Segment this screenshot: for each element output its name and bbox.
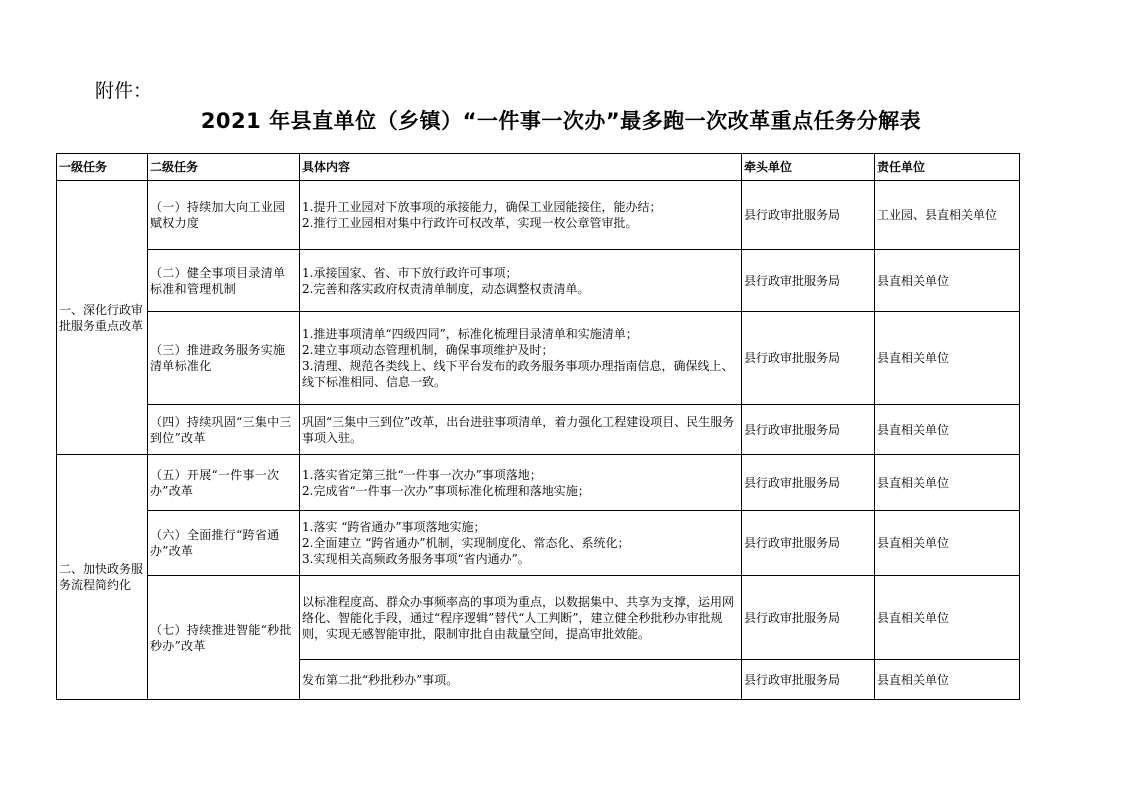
- content-line: 2.完善和落实政府权责清单制度，动态调整权责清单。: [302, 281, 590, 296]
- resp-unit-cell: 县直相关单位: [875, 455, 1020, 511]
- attachment-label: 附件：: [95, 80, 153, 102]
- lead-unit-cell: 县行政审批服务局: [742, 660, 875, 700]
- table-row: [57, 312, 1020, 405]
- column-header-lead-unit: 牵头单位: [742, 154, 875, 181]
- lead-unit-cell: 县行政审批服务局: [742, 511, 875, 576]
- level2-task-cell: （一）持续加大向工业园赋权力度: [148, 181, 300, 250]
- table-row: [57, 455, 1020, 511]
- resp-unit-cell: 县直相关单位: [875, 405, 1020, 455]
- table-header-row: [57, 154, 1020, 181]
- level2-task-cell: （六）全面推行“跨省通办”改革: [148, 511, 300, 576]
- content-line: 1.提升工业园对下放事项的承接能力，确保工业园能接住，能办结；: [302, 200, 662, 214]
- content-line: 2.全面建立 “跨省通办”机制，实现制度化、常态化、系统化；: [302, 536, 630, 550]
- table-row: [57, 181, 1020, 250]
- content-cell: [300, 660, 742, 700]
- content-line: 3.实现相关高频政务服务事项“省内通办”。: [302, 552, 530, 566]
- content-line: 1.推进事项清单“四级四同”，标准化梳理目录清单和实施清单；: [302, 327, 638, 341]
- lead-unit-cell: 县行政审批服务局: [742, 181, 875, 250]
- content-line: 2.推行工业园相对集中行政许可权改革，实现一枚公章管审批。: [302, 216, 638, 230]
- content-line: 巩固“三集中三到位”改革，出台进驻事项清单，着力强化工程建设项目、民生服务事项入驻。: [302, 414, 735, 445]
- resp-unit-cell: 工业园、县直相关单位: [875, 181, 1020, 250]
- content-cell: [300, 181, 742, 250]
- content-line: 3.清理、规范各类线上、线下平台发布的政务服务事项办理指南信息，确保线上、线下标准相同、信息一致。: [302, 359, 734, 389]
- column-header-level1: 一级任务: [57, 154, 148, 181]
- level2-task-cell: （二）健全事项目录清单标准和管理机制: [148, 250, 300, 312]
- content-line: 2.完成省“一件事一次办”事项标准化梳理和落地实施；: [302, 483, 590, 498]
- resp-unit-cell: 县直相关单位: [875, 660, 1020, 700]
- content-line: 1.承接国家、省、市下放行政许可事项；: [302, 265, 518, 280]
- content-cell: [300, 312, 742, 405]
- content-line: 以标准程度高、群众办事频率高的事项为重点，以数据集中、共享为支撑，运用网络化、智能化手段，通过“程序逻辑”替代“人工判断”，建立健全秒批秒办审批规则，实现无感智能审批，限制审批自由裁量空间，提高审批效能。: [302, 594, 735, 641]
- content-cell: [300, 511, 742, 576]
- column-header-resp-unit: 责任单位: [875, 154, 1020, 181]
- content-cell: [300, 455, 742, 511]
- resp-unit-cell: 县直相关单位: [875, 312, 1020, 405]
- table-row: [57, 511, 1020, 576]
- column-header-content: 具体内容: [300, 154, 742, 181]
- content-cell: [300, 250, 742, 312]
- content-line: 发布第二批“秒批秒办”事项。: [302, 672, 459, 687]
- table-row: [57, 405, 1020, 455]
- lead-unit-cell: 县行政审批服务局: [742, 250, 875, 312]
- lead-unit-cell: 县行政审批服务局: [742, 455, 875, 511]
- lead-unit-cell: 县行政审批服务局: [742, 576, 875, 660]
- content-line: 2.建立事项动态管理机制，确保事项维护及时；: [302, 343, 554, 357]
- level2-task-cell: （七）持续推进智能“秒批秒办”改革: [148, 576, 300, 700]
- document-title: 2021 年县直单位（乡镇）“一件事一次办”最多跑一次改革重点任务分解表: [200, 109, 922, 133]
- content-cell: [300, 405, 742, 455]
- level2-task-cell: （四）持续巩固“三集中三到位”改革: [148, 405, 300, 455]
- content-line: 1.落实 “跨省通办”事项落地实施；: [302, 520, 486, 534]
- column-header-level2: 二级任务: [148, 154, 300, 181]
- table-row: [57, 576, 1020, 660]
- resp-unit-cell: 县直相关单位: [875, 576, 1020, 660]
- content-cell: [300, 576, 742, 660]
- level1-task-cell: 一、深化行政审批服务重点改革: [57, 181, 148, 455]
- table-row: [57, 250, 1020, 312]
- level2-task-cell: （五）开展“一件事一次办”改革: [148, 455, 300, 511]
- resp-unit-cell: 县直相关单位: [875, 511, 1020, 576]
- lead-unit-cell: 县行政审批服务局: [742, 312, 875, 405]
- level1-task-cell: 二、加快政务服务流程简约化: [57, 455, 148, 700]
- resp-unit-cell: 县直相关单位: [875, 250, 1020, 312]
- lead-unit-cell: 县行政审批服务局: [742, 405, 875, 455]
- level2-task-cell: （三）推进政务服务实施清单标准化: [148, 312, 300, 405]
- content-line: 1.落实省定第三批“一件事一次办”事项落地；: [302, 467, 542, 482]
- task-table: [56, 153, 1020, 700]
